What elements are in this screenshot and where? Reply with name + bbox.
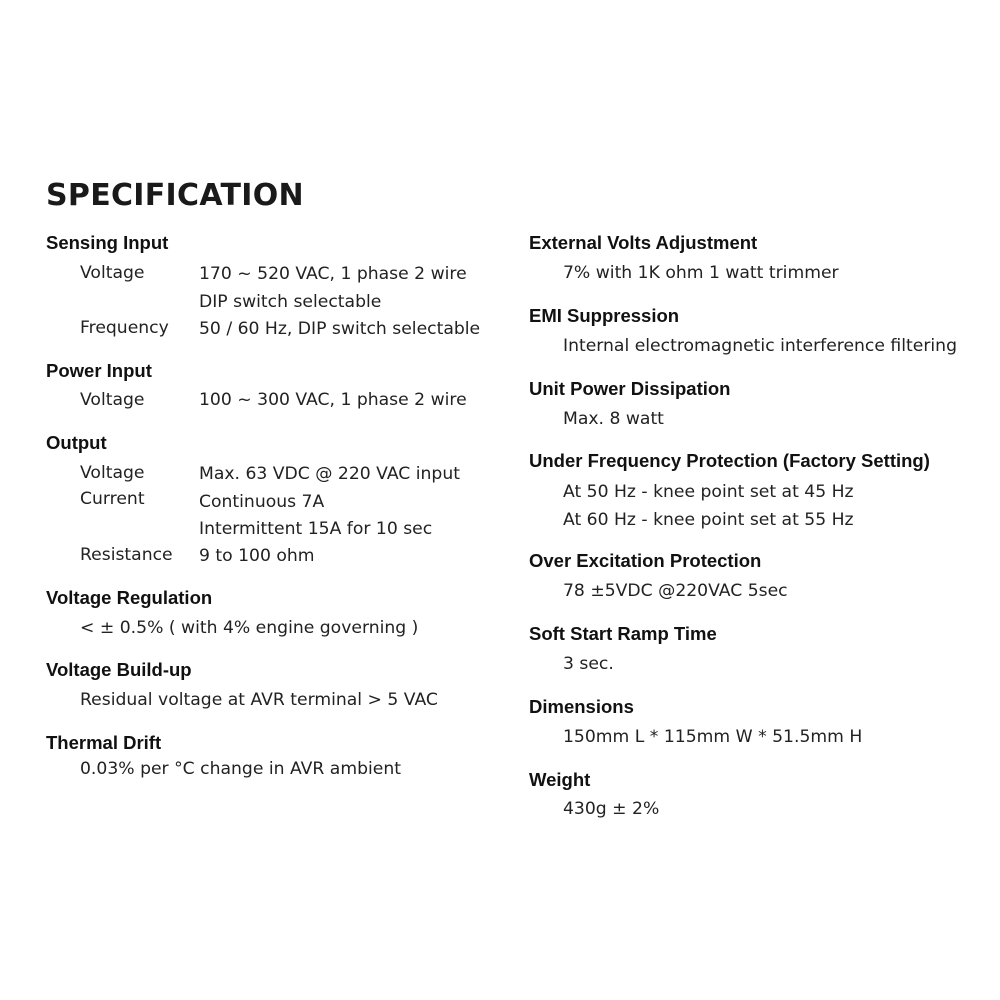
thermal-drift-value: 0.03% per °C change in AVR ambient xyxy=(80,759,401,779)
sensing-voltage-value-line2: DIP switch selectable xyxy=(199,292,382,312)
soft-start-heading: Soft Start Ramp Time xyxy=(529,623,717,644)
sensing-input-heading: Sensing Input xyxy=(46,232,169,253)
output-current-label: Current xyxy=(80,489,145,509)
output-resistance-label: Resistance xyxy=(80,545,173,565)
emi-value: Internal electromagnetic interference filtering xyxy=(563,336,957,356)
voltage-buildup-value: Residual voltage at AVR terminal > 5 VAC xyxy=(80,690,438,710)
output-heading: Output xyxy=(46,432,107,453)
under-frequency-line1: At 50 Hz - knee point set at 45 Hz xyxy=(563,482,854,502)
voltage-regulation-value: < ± 0.5% ( with 4% engine governing ) xyxy=(80,618,419,638)
output-voltage-value: Max. 63 VDC @ 220 VAC input xyxy=(199,464,460,484)
external-volts-heading: External Volts Adjustment xyxy=(529,232,758,253)
weight-heading: Weight xyxy=(529,769,591,790)
power-dissipation-heading: Unit Power Dissipation xyxy=(529,378,731,399)
under-frequency-line2: At 60 Hz - knee point set at 55 Hz xyxy=(563,510,854,530)
spec-title: SPECIFICATION xyxy=(46,178,304,213)
over-excitation-value: 78 ±5VDC @220VAC 5sec xyxy=(563,581,788,601)
sensing-frequency-label: Frequency xyxy=(80,318,169,338)
output-resistance-value: 9 to 100 ohm xyxy=(199,546,315,566)
weight-value: 430g ± 2% xyxy=(563,799,660,819)
power-input-heading: Power Input xyxy=(46,360,152,381)
dimensions-heading: Dimensions xyxy=(529,696,634,717)
dimensions-value: 150mm L * 115mm W * 51.5mm H xyxy=(563,727,863,747)
sensing-voltage-value-line1: 170 ~ 520 VAC, 1 phase 2 wire xyxy=(199,264,467,284)
sensing-frequency-value: 50 / 60 Hz, DIP switch selectable xyxy=(199,319,481,339)
external-volts-value: 7% with 1K ohm 1 watt trimmer xyxy=(563,263,839,283)
emi-heading: EMI Suppression xyxy=(529,305,680,326)
power-dissipation-value: Max. 8 watt xyxy=(563,409,664,429)
output-voltage-label: Voltage xyxy=(80,463,145,483)
over-excitation-heading: Over Excitation Protection xyxy=(529,550,762,571)
output-current-value-line2: Intermittent 15A for 10 sec xyxy=(199,519,433,539)
under-frequency-heading: Under Frequency Protection (Factory Setting) xyxy=(529,450,930,471)
thermal-drift-heading: Thermal Drift xyxy=(46,732,162,753)
output-current-value-line1: Continuous 7A xyxy=(199,492,325,512)
voltage-regulation-heading: Voltage Regulation xyxy=(46,587,213,608)
soft-start-value: 3 sec. xyxy=(563,654,614,674)
voltage-buildup-heading: Voltage Build-up xyxy=(46,659,192,680)
power-voltage-label: Voltage xyxy=(80,390,145,410)
power-voltage-value: 100 ~ 300 VAC, 1 phase 2 wire xyxy=(199,390,467,410)
sensing-voltage-label: Voltage xyxy=(80,263,145,283)
